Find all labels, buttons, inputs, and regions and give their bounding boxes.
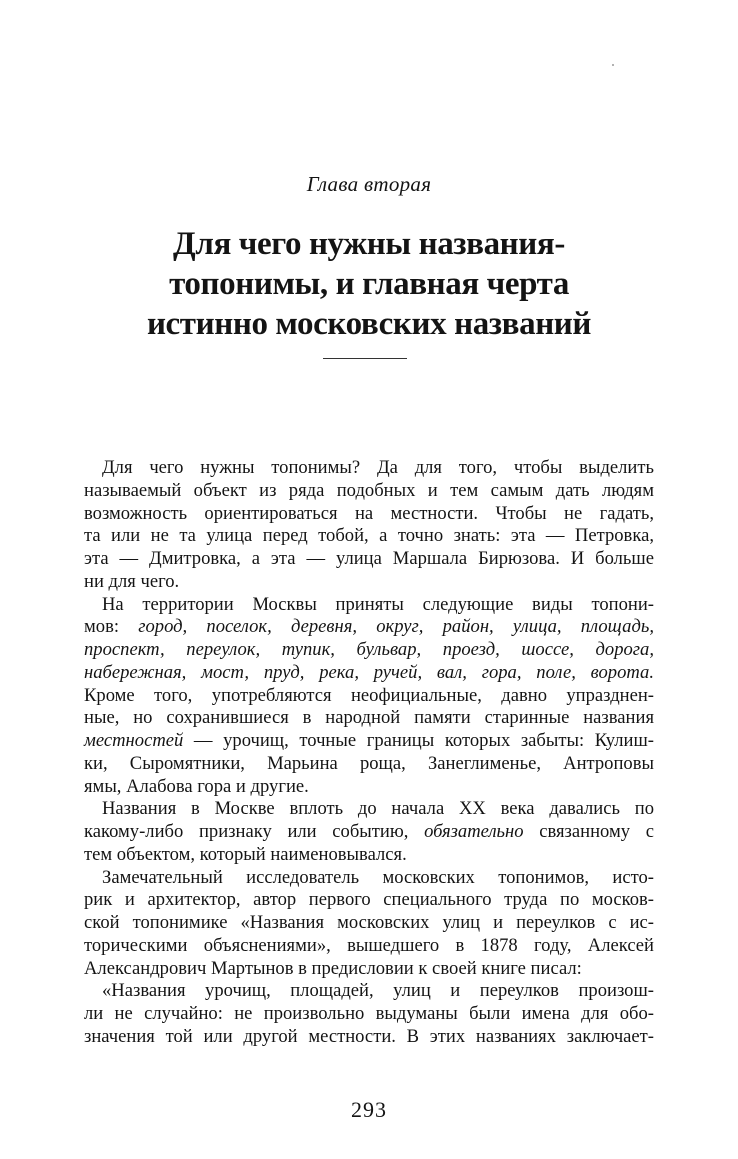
text-run: тем объектом, который наименовывался. bbox=[84, 843, 407, 865]
text-line bbox=[84, 594, 654, 617]
text-line bbox=[84, 821, 654, 844]
text-line bbox=[84, 798, 654, 821]
chapter-title-line: топонимы, и главная черта bbox=[169, 266, 569, 302]
text-run: мов: bbox=[84, 616, 139, 638]
text-run: та или не та улица перед тобой, а точно знать: эта — Петровка, bbox=[84, 525, 654, 547]
text-line bbox=[84, 980, 654, 1003]
text-line bbox=[84, 776, 654, 799]
text-run: ни для чего. bbox=[84, 570, 180, 592]
text-line bbox=[84, 958, 654, 981]
text-line bbox=[84, 730, 654, 753]
text-run: — урочищ, точные границы которых забыты: Кулиш- bbox=[183, 730, 654, 751]
text-line bbox=[84, 480, 654, 503]
chapter-label: Глава вторая bbox=[306, 172, 432, 196]
text-line bbox=[84, 844, 654, 867]
text-line bbox=[84, 571, 654, 594]
text-line bbox=[84, 889, 654, 912]
title-divider bbox=[323, 358, 407, 359]
italic-text: набережная, мост, пруд, река, ручей, вал, гора, поле, ворота. bbox=[84, 661, 654, 683]
text-line bbox=[84, 616, 654, 639]
text-line bbox=[84, 707, 654, 730]
text-run: ли не случайно: не произвольно выдуманы были имена для обо- bbox=[84, 1003, 654, 1024]
italic-text: проспект, переулок, тупик, бульвар, проезд, шоссе, дорога, bbox=[84, 639, 654, 660]
italic-text: город, поселок, деревня, округ, район, улица, площадь, bbox=[138, 616, 654, 638]
text-run: рик и архитектор, автор первого специального труда по москов- bbox=[84, 889, 654, 911]
text-run: значения той или другой местности. В этих названиях заключает- bbox=[84, 1025, 654, 1047]
text-line bbox=[84, 1003, 654, 1026]
italic-text: обязательно bbox=[424, 821, 524, 842]
text-run: ки, Сыромятники, Марьина роща, Занеглименье, Антроповы bbox=[84, 752, 654, 774]
text-line bbox=[84, 525, 654, 548]
text-run: Александрович Мартынов в предисловии к своей книге писал: bbox=[84, 957, 582, 979]
text-run: какому-либо признаку или событию, bbox=[84, 821, 425, 842]
chapter-title-line: истинно московских названий bbox=[146, 306, 592, 342]
text-line bbox=[84, 503, 654, 526]
page-number: 293 bbox=[351, 1097, 387, 1122]
text-run: Для чего нужны топонимы? Да для того, чтобы выделить bbox=[102, 457, 654, 478]
text-run: эта — Дмитровка, а эта — улица Маршала Бирюзова. И больше bbox=[84, 548, 654, 569]
text-run: связанному с bbox=[523, 821, 654, 842]
text-run: ные, но сохранившиеся в народной памяти старинные названия bbox=[84, 707, 654, 729]
text-line bbox=[84, 1026, 654, 1049]
text-run: называемый объект из ряда подобных и тем самым дать людям bbox=[84, 479, 654, 501]
text-run: «Названия урочищ, площадей, улиц и переулков произош- bbox=[102, 980, 654, 1002]
text-line bbox=[84, 639, 654, 662]
scan-speck bbox=[612, 64, 614, 66]
text-line bbox=[84, 457, 654, 480]
text-line bbox=[84, 935, 654, 958]
text-run: Кроме того, употребляются неофициальные, давно упразднен- bbox=[84, 684, 654, 706]
chapter-title bbox=[60, 224, 678, 344]
text-run: Замечательный исследователь московских топонимов, исто- bbox=[102, 866, 654, 888]
text-line bbox=[84, 685, 654, 708]
text-line bbox=[84, 662, 654, 685]
text-line bbox=[84, 912, 654, 935]
text-run: возможность ориентироваться на местности. Чтобы не гадать, bbox=[84, 502, 654, 524]
text-run: На территории Москвы приняты следующие виды топони- bbox=[102, 593, 654, 615]
body-text bbox=[84, 457, 654, 1049]
italic-text: местностей bbox=[84, 730, 184, 751]
text-run: ской топонимике «Названия московских улиц и переулков с ис- bbox=[84, 912, 654, 933]
text-run: торическими объяснениями», вышедшего в 1878 году, Алексей bbox=[84, 934, 654, 956]
text-line bbox=[84, 548, 654, 571]
text-run: Названия в Москве вплоть до начала XX века давались по bbox=[102, 798, 654, 820]
text-line bbox=[84, 753, 654, 776]
text-run: ямы, Алабова гора и другие. bbox=[84, 775, 309, 797]
chapter-title-line: Для чего нужны названия- bbox=[173, 226, 565, 262]
text-line bbox=[84, 867, 654, 890]
